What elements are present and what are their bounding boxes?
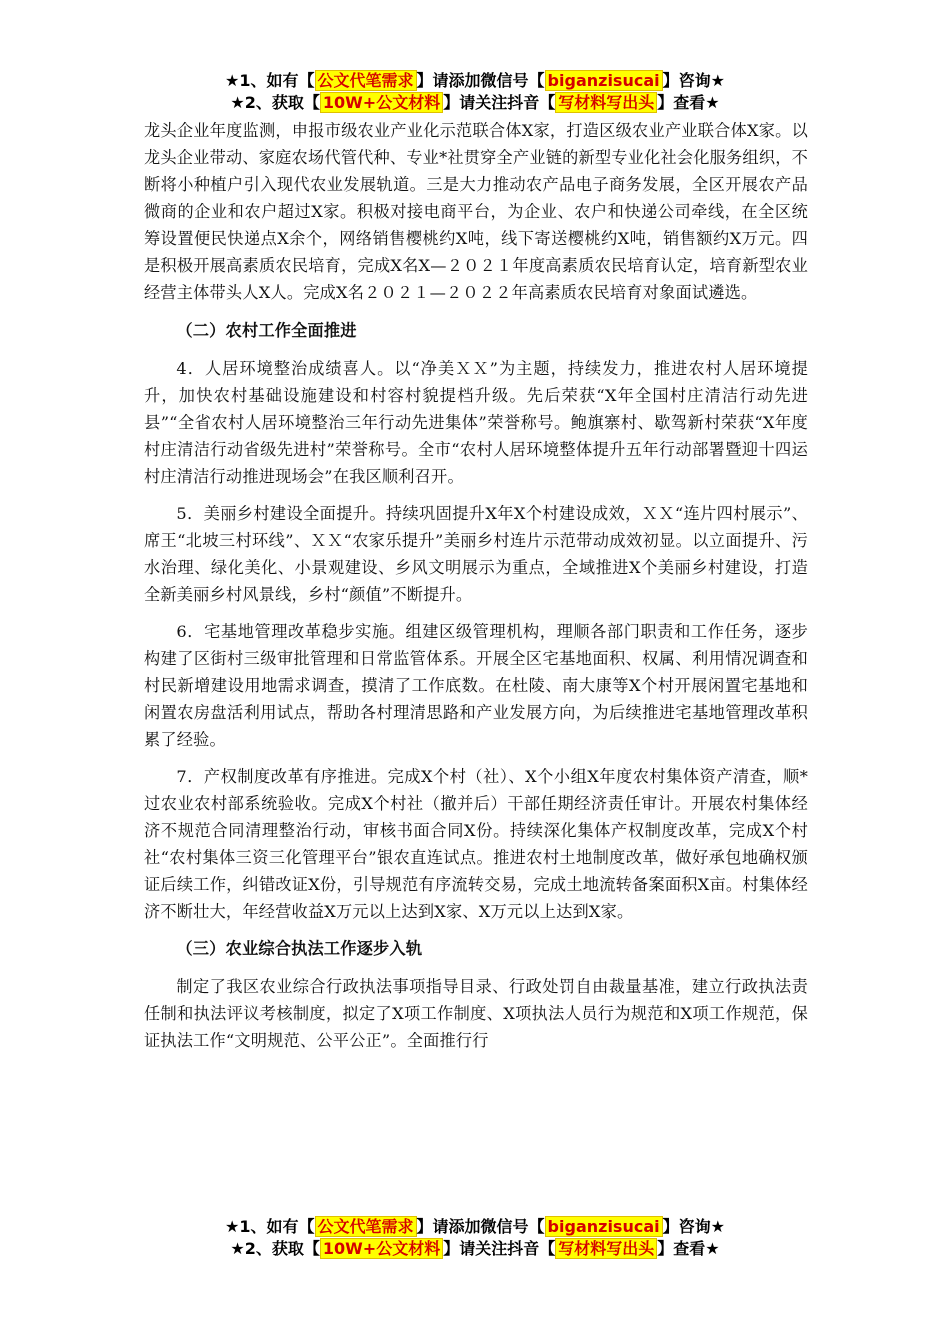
banner-highlight: 公文代笔需求 [315,70,417,91]
banner-text: 】咨询★ [662,1217,725,1236]
banner-text: 】查看★ [657,93,720,112]
banner-highlight-douyin: 写材料写出头 [555,92,657,113]
banner-highlight: 10W+公文材料 [320,92,443,113]
banner-text: 】请添加微信号【 [416,1217,545,1236]
header-banner [0,70,950,114]
footer-line-1 [0,1216,950,1238]
footer-line-2 [0,1238,950,1260]
banner-text: ★2、获取【 [230,1239,320,1258]
banner-text: 】查看★ [657,1239,720,1258]
banner-text: 】请关注抖音【 [443,93,556,112]
paragraph-7: 7．产权制度改革有序推进。完成X个村（社）、X个小组X年度农村集体资产清查，顺*过农业农村部系统验收。完成X个村社（撤并后）干部任期经济责任审计。开展农村集体经济不规范合同清理整治行动，审核书面合同X份。持续深化集体产权制度改革，完成X个村社“农村集体三资三化管理平台”银农直连试点。推进农村土地制度改革，做好承包地确权颁证后续工作，纠错改证X份，引导规范有序流转交易，完成土地流转备案面积X亩。村集体经济不断壮大，年经营收益X万元以上达到X家、X万元以上达到X家。 [144,767,808,921]
banner-text: 】请添加微信号【 [416,71,545,90]
banner-highlight-douyin: 写材料写出头 [555,1238,657,1259]
footer-banner [0,1216,950,1260]
banner-text: 】请关注抖音【 [443,1239,556,1258]
banner-text: 】咨询★ [662,71,725,90]
banner-line-2 [0,92,950,114]
banner-text: ★2、获取【 [230,93,320,112]
paragraph-8: 制定了我区农业综合行政执法事项指导目录、行政处罚自由裁量基准，建立行政执法责任制和执法评议考核制度，拟定了X项工作制度、X项执法人员行为规范和X项工作规范，保证执法工作“文明规范、公平公正”。全面推行行 [144,977,808,1050]
banner-highlight: 公文代笔需求 [315,1216,417,1237]
paragraph-intro: 龙头企业年度监测，申报市级农业产业化示范联合体X家，打造区级农业产业联合体X家。以龙头企业带动、家庭农场代管代种、专业*社贯穿全产业链的新型专业化社会化服务组织，不断将小种植户引入现代农业发展轨道。三是大力推动农产品电子商务发展，全区开展农产品微商的企业和农户超过X家。积极对接电商平台，为企业、农户和快递公司牵线，在全区统筹设置便民快递点X余个，网络销售樱桃约X吨，线下寄送樱桃约X吨，销售额约X万元。四是积极开展高素质农民培育，完成X名X—２０２１年度高素质农民培育认定，培育新型农业经营主体带头人X人。完成X名２０２１—２０２２年高素质农民培育对象面试遴选。 [144,121,808,302]
section-heading-3: （三）农业综合执法工作逐步入轨 [176,939,423,958]
banner-highlight-wechat: biganzisucai [545,1216,663,1237]
document-body [144,117,808,1064]
banner-text: ★1、如有【 [225,71,315,90]
paragraph-6: 6．宅基地管理改革稳步实施。组建区级管理机构，理顺各部门职责和工作任务，逐步构建了区街村三级审批管理和日常监管体系。开展全区宅基地面积、权属、利用情况调查和村民新增建设用地需求调查，摸清了工作底数。在杜陵、南大康等X个村开展闲置宅基地和闲置农房盘活利用试点，帮助各村理清思路和产业发展方向，为后续推进宅基地管理改革积累了经验。 [144,622,808,749]
banner-line-1 [0,70,950,92]
paragraph-5: 5．美丽乡村建设全面提升。持续巩固提升X年X个村建设成效，ＸＸ“连片四村展示”、席王“北坡三村环线”、ＸＸ“农家乐提升”美丽乡村连片示范带动成效初显。以立面提升、污水治理、绿化美化、小景观建设、乡风文明展示为重点，全域推进X个美丽乡村建设，打造全新美丽乡村风景线，乡村“颜值”不断提升。 [144,504,808,604]
banner-highlight-wechat: biganzisucai [545,70,663,91]
section-heading-2: （二）农村工作全面推进 [176,321,357,340]
banner-text: ★1、如有【 [225,1217,315,1236]
banner-highlight: 10W+公文材料 [320,1238,443,1259]
paragraph-4: 4．人居环境整治成绩喜人。以“净美ＸＸ”为主题，持续发力，推进农村人居环境提升，加快农村基础设施建设和村容村貌提档升级。先后荣获“X年全国村庄清洁行动先进县”“全省农村人居环境整治三年行动先进集体”荣誉称号。鲍旗寨村、歇驾新村荣获“X年度村庄清洁行动省级先进村”荣誉称号。全市“农村人居环境整体提升五年行动部署暨迎十四运村庄清洁行动推进现场会”在我区顺利召开。 [144,359,808,486]
